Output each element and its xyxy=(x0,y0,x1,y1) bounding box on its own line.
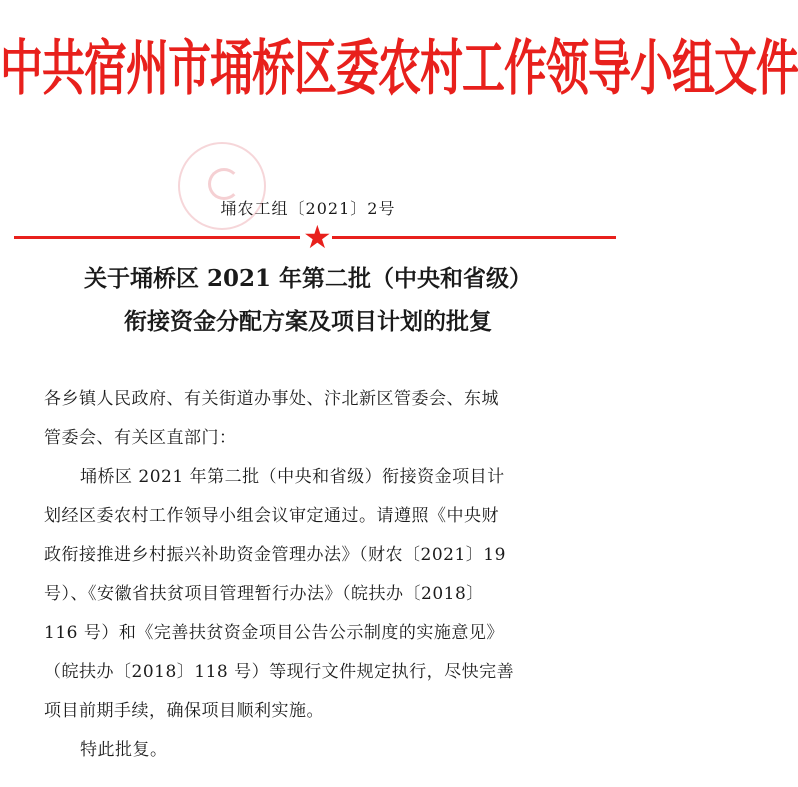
document-title-line-1: 关于埇桥区 2021 年第二批（中央和省级） xyxy=(83,265,533,292)
star-icon: ★ xyxy=(303,218,332,256)
body-line: 各乡镇人民政府、有关街道办事处、汴北新区管委会、东城 xyxy=(44,389,499,409)
body-line: 116 号）和《完善扶贫资金项目公告公示制度的实施意见》 xyxy=(44,623,504,643)
body-line: 政衔接推进乡村振兴补助资金管理办法》（财农〔2021〕19 xyxy=(44,545,506,565)
issuing-organization-header: 中共宿州市埇桥区委农村工作领导小组文件 xyxy=(0,34,798,105)
red-divider-left xyxy=(14,236,300,239)
body-line: 项目前期手续，确保项目顺利实施。 xyxy=(44,701,324,721)
red-divider-right xyxy=(332,236,616,239)
body-line: 管委会、有关区直部门： xyxy=(44,428,237,448)
closing-line: 特此批复。 xyxy=(80,740,168,760)
body-line: 划经区委农村工作领导小组会议审定通过。请遵照《中央财 xyxy=(44,506,499,526)
document-title-line-2: 衔接资金分配方案及项目计划的批复 xyxy=(124,308,492,335)
body-line: 号）、《安徽省扶贫项目管理暂行办法》（皖扶办〔2018〕 xyxy=(44,584,484,604)
document-number: 埇农工组〔2021〕2号 xyxy=(220,199,396,218)
body-line: （皖扶办〔2018〕118 号）等现行文件规定执行，尽快完善 xyxy=(44,662,515,682)
body-line: 埇桥区 2021 年第二批（中央和省级）衔接资金项目计 xyxy=(80,467,505,487)
